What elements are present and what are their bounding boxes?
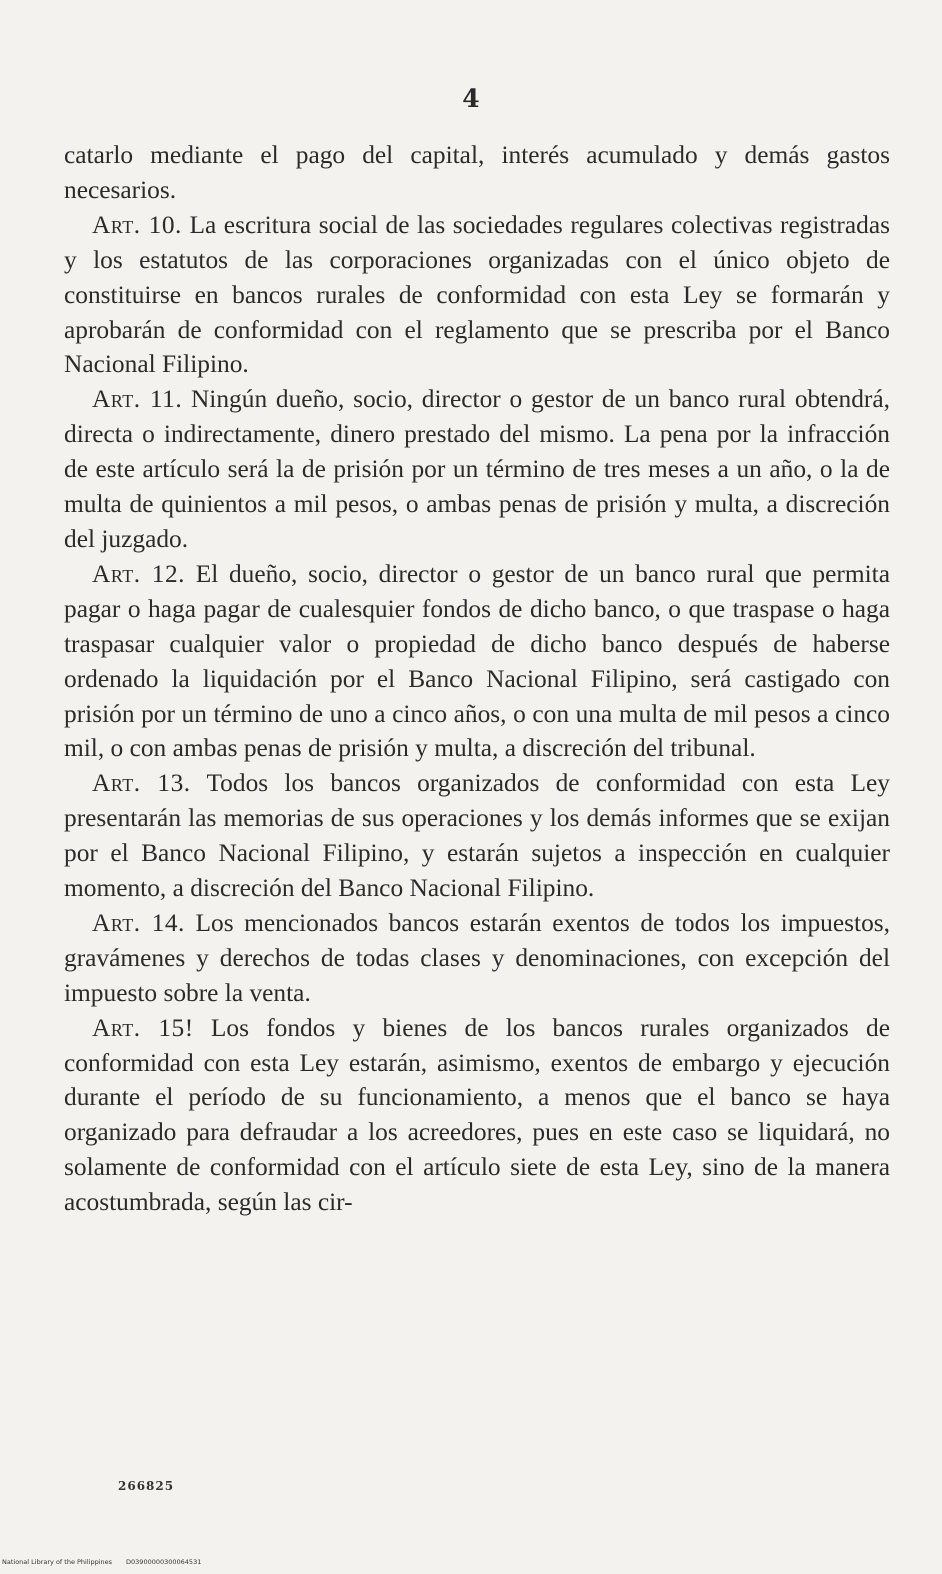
- article-14: [64, 906, 890, 1011]
- article-text: Los mencionados bancos estarán exentos de todos los impuestos, gravámenes y derechos de todas clases y denominaciones, con excepción del impuesto sobre la venta.: [64, 908, 890, 1007]
- article-label: Art. 14.: [92, 908, 185, 937]
- article-label: Art. 10.: [92, 210, 182, 239]
- article-10: [64, 208, 890, 383]
- article-11: [64, 382, 890, 557]
- paragraph-text: catarlo mediante el pago del capital, interés acumulado y demás gastos necesarios.: [64, 141, 890, 204]
- stamp-code: D03900000300064531: [126, 1558, 202, 1566]
- article-text: El dueño, socio, director o gestor de un banco rural que permita pagar o haga pagar de cualesquier fondos de dicho banco, o que traspase o haga traspasar cualquier valor o propiedad de dicho banco después de haberse ordenado la liquidación por el Banco Nacional Filipino, será castigado con prisión por un término de uno a cinco años, o con una multa de mil pesos a cinco mil, o con ambas penas de prisión y multa, a discreción del tribunal.: [64, 559, 890, 763]
- article-label: Art. 15!: [92, 1013, 194, 1042]
- stamp-institution: National Library of the Philippines: [2, 1558, 113, 1566]
- archive-stamp: [2, 1558, 201, 1566]
- article-15: [64, 1011, 890, 1220]
- article-text: La escritura social de las sociedades regulares colectivas registradas y los estatutos de las corporaciones organizadas con el único objeto de constituirse en bancos rurales de conformidad con esta Ley se formarán y aprobarán de conformidad con el reglamento que se prescriba por el Banco Nacional Filipino.: [64, 210, 890, 379]
- printer-code: 266825: [118, 1479, 175, 1493]
- paragraph-continuation: [64, 138, 890, 208]
- body-text: [64, 138, 890, 1220]
- article-text: Ningún dueño, socio, director o gestor de un banco rural obtendrá, directa o indirectamente, dinero prestado del mismo. La pena por la infracción de este artículo será la de prisión por un término de tres meses a un año, o la de multa de quinientos a mil pesos, o ambas penas de prisión y multa, a discreción del juzgado.: [64, 385, 891, 553]
- page-number: 4: [462, 84, 480, 113]
- article-label: Art. 12.: [92, 559, 186, 588]
- article-label: Art. 13.: [92, 769, 191, 798]
- article-label: Art. 11.: [92, 385, 183, 414]
- article-13: [64, 766, 890, 906]
- article-12: [64, 557, 890, 766]
- article-text: Los fondos y bienes de los bancos rurales organizados de conformidad con esta Ley estarán, asimismo, exentos de embargo y ejecución durante el período de su funcionamiento, a menos que el banco se haya organizado para defraudar a los acreedores, pues en este caso se liquidará, no solamente de conformidad con el artículo siete de esta Ley, sino de la manera acostumbrada, según las cir-: [64, 1013, 890, 1217]
- article-text: Todos los bancos organizados de conformidad con esta Ley presentarán las memorias de sus operaciones y los demás informes que se exijan por el Banco Nacional Filipino, y estarán sujetos a inspección en cualquier momento, a discreción del Banco Nacional Filipino.: [64, 769, 890, 903]
